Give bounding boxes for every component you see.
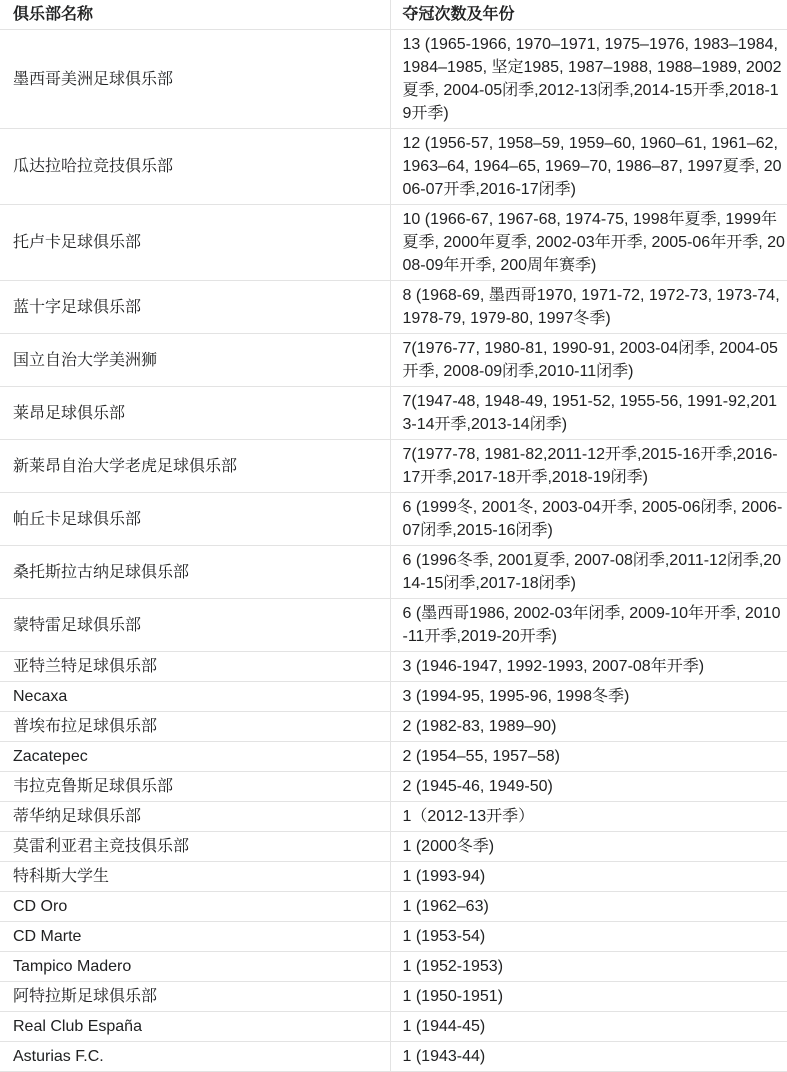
titles-years-cell: 12 (1956-57, 1958–59, 1959–60, 1960–61, 1961–62, 1963–64, 1964–65, 1969–70, 1986–87, 1997夏季, 2006-07开季,2016-17闭季) [390, 129, 787, 205]
club-name-cell: Zacatepec [0, 742, 390, 772]
club-name-cell: Asturias F.C. [0, 1042, 390, 1072]
titles-years-cell: 7(1977-78, 1981-82,2011-12开季,2015-16开季,2016-17开季,2017-18开季,2018-19闭季) [390, 440, 787, 493]
club-name-cell: 莫雷利亚君主竞技俱乐部 [0, 832, 390, 862]
table-row [0, 1042, 787, 1072]
table-row [0, 440, 787, 493]
table-row [0, 772, 787, 802]
club-name-cell: 国立自治大学美洲狮 [0, 334, 390, 387]
club-name-cell: Tampico Madero [0, 952, 390, 982]
club-name-cell: 蒙特雷足球俱乐部 [0, 599, 390, 652]
titles-years-cell: 2 (1945-46, 1949-50) [390, 772, 787, 802]
table-row [0, 982, 787, 1012]
club-name-cell: 特科斯大学生 [0, 862, 390, 892]
table-row [0, 387, 787, 440]
club-name-cell: Real Club España [0, 1012, 390, 1042]
club-name-cell: CD Marte [0, 922, 390, 952]
titles-years-cell: 1 (1953-54) [390, 922, 787, 952]
titles-years-cell: 6 (1996冬季, 2001夏季, 2007-08闭季,2011-12闭季,2014-15闭季,2017-18闭季) [390, 546, 787, 599]
club-name-cell: CD Oro [0, 892, 390, 922]
table-row [0, 546, 787, 599]
table-row [0, 862, 787, 892]
club-name-cell: 普埃布拉足球俱乐部 [0, 712, 390, 742]
club-name-cell: 蒂华纳足球俱乐部 [0, 802, 390, 832]
titles-years-cell: 1 (2000冬季) [390, 832, 787, 862]
titles-years-cell: 2 (1982-83, 1989–90) [390, 712, 787, 742]
club-name-cell: 韦拉克鲁斯足球俱乐部 [0, 772, 390, 802]
column-header-titles-years: 夺冠次数及年份 [390, 0, 787, 30]
table-row [0, 712, 787, 742]
table-row [0, 952, 787, 982]
titles-years-cell: 7(1976-77, 1980-81, 1990-91, 2003-04闭季, 2004-05开季, 2008-09闭季,2010-11闭季) [390, 334, 787, 387]
titles-years-cell: 3 (1994-95, 1995-96, 1998冬季) [390, 682, 787, 712]
header-row [0, 0, 787, 30]
table-row [0, 832, 787, 862]
table-row [0, 1012, 787, 1042]
table-row [0, 922, 787, 952]
table-row [0, 129, 787, 205]
table-row [0, 599, 787, 652]
table-row [0, 892, 787, 922]
titles-years-cell: 1 (1993-94) [390, 862, 787, 892]
titles-years-cell: 8 (1968-69, 墨西哥1970, 1971-72, 1972-73, 1973-74, 1978-79, 1979-80, 1997冬季) [390, 281, 787, 334]
titles-years-cell: 13 (1965-1966, 1970–1971, 1975–1976, 1983–1984, 1984–1985, 坚定1985, 1987–1988, 1988–1989, 2002夏季, 2004-05闭季,2012-13闭季,2014-15开季,2018-19开季) [390, 30, 787, 129]
column-header-club-name: 俱乐部名称 [0, 0, 390, 30]
table-row [0, 682, 787, 712]
club-name-cell: Necaxa [0, 682, 390, 712]
table-row [0, 281, 787, 334]
titles-years-cell: 3 (1946-1947, 1992-1993, 2007-08年开季) [390, 652, 787, 682]
titles-years-cell: 1 (1944-45) [390, 1012, 787, 1042]
table-row [0, 802, 787, 832]
table-row [0, 742, 787, 772]
club-name-cell: 托卢卡足球俱乐部 [0, 205, 390, 281]
table-row [0, 334, 787, 387]
table-row [0, 30, 787, 129]
titles-years-cell: 10 (1966-67, 1967-68, 1974-75, 1998年夏季, 1999年夏季, 2000年夏季, 2002-03年开季, 2005-06年开季, 2008-09年开季, 200周年赛季) [390, 205, 787, 281]
club-name-cell: 桑托斯拉古纳足球俱乐部 [0, 546, 390, 599]
titles-years-cell: 6 (墨西哥1986, 2002-03年闭季, 2009-10年开季, 2010-11开季,2019-20开季) [390, 599, 787, 652]
titles-years-cell: 1 (1950-1951) [390, 982, 787, 1012]
club-name-cell: 新莱昂自治大学老虎足球俱乐部 [0, 440, 390, 493]
titles-years-cell: 7(1947-48, 1948-49, 1951-52, 1955-56, 1991-92,2013-14开季,2013-14闭季) [390, 387, 787, 440]
titles-years-cell: 1（2012-13开季） [390, 802, 787, 832]
club-name-cell: 莱昂足球俱乐部 [0, 387, 390, 440]
table-row [0, 493, 787, 546]
titles-years-cell: 1 (1952-1953) [390, 952, 787, 982]
club-name-cell: 阿特拉斯足球俱乐部 [0, 982, 390, 1012]
titles-years-cell: 1 (1962–63) [390, 892, 787, 922]
club-name-cell: 墨西哥美洲足球俱乐部 [0, 30, 390, 129]
table-row [0, 652, 787, 682]
club-name-cell: 蓝十字足球俱乐部 [0, 281, 390, 334]
club-name-cell: 帕丘卡足球俱乐部 [0, 493, 390, 546]
titles-years-cell: 6 (1999冬, 2001冬, 2003-04开季, 2005-06闭季, 2006-07闭季,2015-16闭季) [390, 493, 787, 546]
table-body [0, 30, 787, 1072]
club-name-cell: 瓜达拉哈拉竞技俱乐部 [0, 129, 390, 205]
titles-years-cell: 1 (1943-44) [390, 1042, 787, 1072]
titles-years-cell: 2 (1954–55, 1957–58) [390, 742, 787, 772]
club-name-cell: 亚特兰特足球俱乐部 [0, 652, 390, 682]
table-row [0, 205, 787, 281]
